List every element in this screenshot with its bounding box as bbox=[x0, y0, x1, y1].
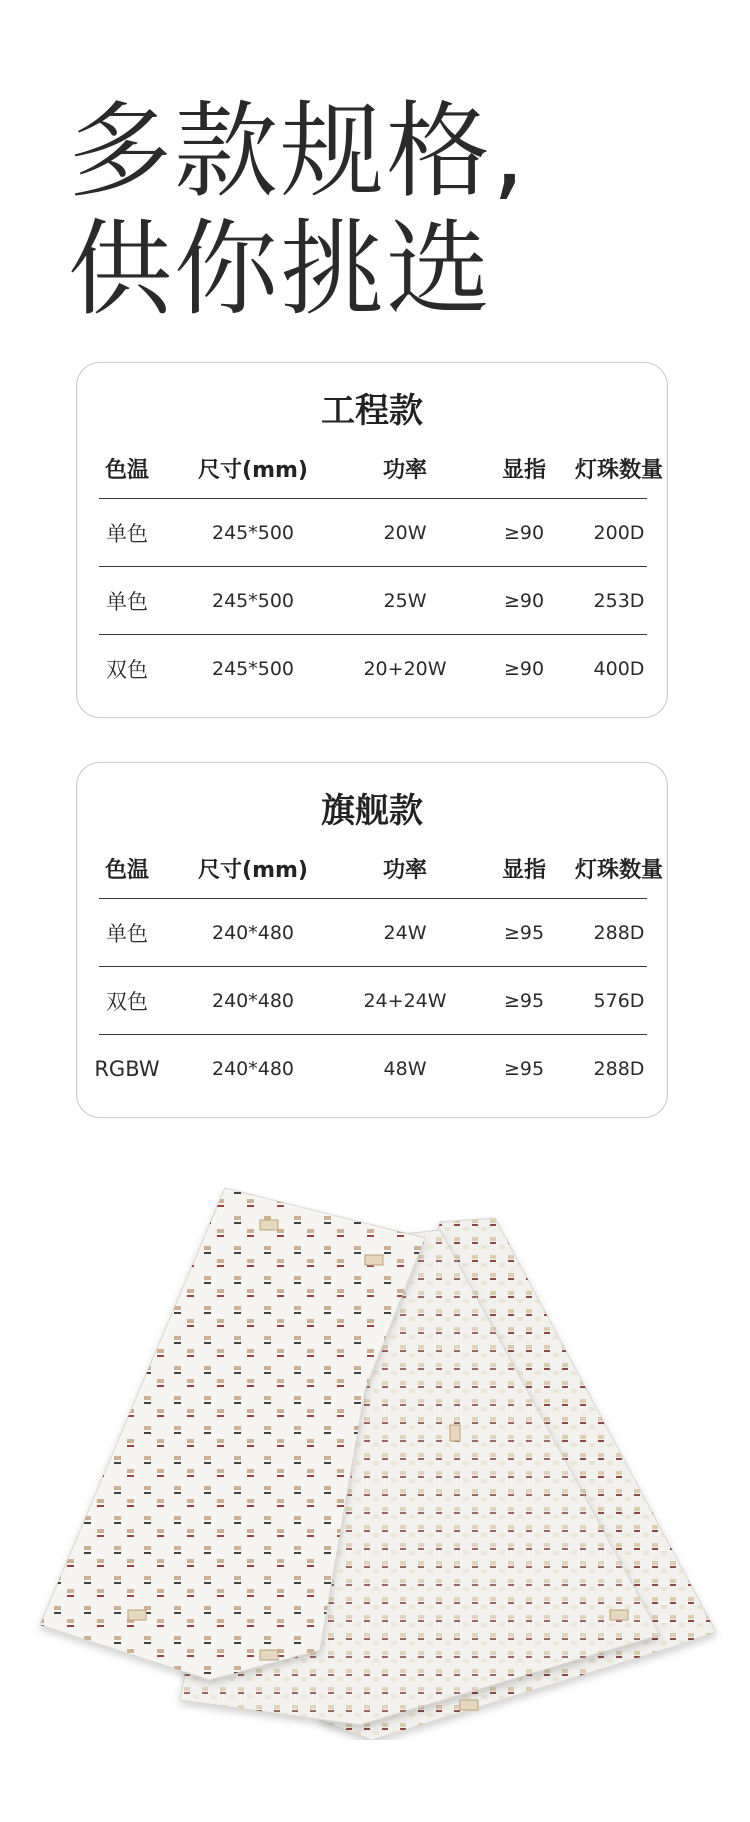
cell-power: 25W bbox=[383, 589, 427, 612]
cell-color-temp: 单色 bbox=[106, 921, 148, 946]
header-color-temp: 色温 bbox=[104, 858, 149, 883]
cell-power: 20W bbox=[383, 521, 427, 544]
table-header-row bbox=[99, 851, 663, 899]
table-header-row bbox=[99, 451, 663, 499]
header-power: 功率 bbox=[382, 858, 427, 883]
cell-color-temp: 双色 bbox=[106, 658, 148, 682]
cell-power: 48W bbox=[383, 1058, 427, 1080]
cell-cri: ≥95 bbox=[503, 1058, 545, 1080]
headline-line-1: 多款规格, bbox=[68, 90, 528, 212]
cell-size: 240*480 bbox=[211, 921, 295, 944]
spec-table bbox=[99, 451, 663, 703]
card-title: 旗舰款 bbox=[321, 791, 423, 831]
cell-size: 240*480 bbox=[211, 1058, 295, 1080]
cell-led-count: 288D bbox=[593, 921, 645, 944]
cell-size: 245*500 bbox=[211, 658, 295, 680]
header-size: 尺寸(mm) bbox=[198, 858, 308, 883]
cell-cri: ≥90 bbox=[503, 658, 545, 680]
cell-led-count: 200D bbox=[593, 521, 645, 544]
header-cri: 显指 bbox=[501, 458, 546, 483]
header-led-count: 灯珠数量 bbox=[574, 458, 663, 483]
cell-size: 240*480 bbox=[211, 989, 295, 1012]
header-cri: 显指 bbox=[501, 858, 546, 883]
cell-size: 245*500 bbox=[211, 589, 295, 612]
cell-color-temp: 单色 bbox=[106, 589, 148, 614]
headline-line-2: 供你挑选 bbox=[68, 208, 493, 330]
spec-table bbox=[94, 851, 663, 1103]
table-row bbox=[99, 899, 647, 967]
table-row bbox=[99, 499, 647, 567]
cell-power: 24+24W bbox=[363, 989, 447, 1012]
cell-cri: ≥90 bbox=[503, 521, 545, 544]
header-size: 尺寸(mm) bbox=[198, 458, 308, 483]
cell-power: 20+20W bbox=[363, 658, 447, 680]
cell-led-count: 288D bbox=[593, 1058, 645, 1080]
spec-card-engineering bbox=[76, 362, 668, 718]
card-title: 工程款 bbox=[321, 391, 423, 431]
cell-cri: ≥95 bbox=[503, 989, 545, 1012]
header-color-temp: 色温 bbox=[104, 458, 149, 483]
cell-led-count: 400D bbox=[593, 658, 645, 680]
headline bbox=[68, 92, 668, 328]
cell-power: 24W bbox=[383, 921, 427, 944]
cell-size: 245*500 bbox=[211, 521, 295, 544]
table-row bbox=[99, 567, 647, 635]
header-led-count: 灯珠数量 bbox=[574, 858, 663, 883]
spec-card-flagship bbox=[76, 762, 668, 1118]
cell-led-count: 253D bbox=[593, 589, 645, 612]
cell-color-temp: 单色 bbox=[106, 521, 148, 546]
cell-color-temp: RGBW bbox=[94, 1057, 160, 1081]
table-row bbox=[94, 1035, 647, 1103]
table-row bbox=[99, 635, 647, 703]
led-panel-boards-image bbox=[20, 1180, 730, 1740]
cell-cri: ≥95 bbox=[503, 921, 545, 944]
header-power: 功率 bbox=[382, 458, 427, 483]
cell-cri: ≥90 bbox=[503, 589, 545, 612]
cell-color-temp: 双色 bbox=[106, 989, 148, 1014]
table-row bbox=[99, 967, 647, 1035]
cell-led-count: 576D bbox=[593, 989, 645, 1012]
